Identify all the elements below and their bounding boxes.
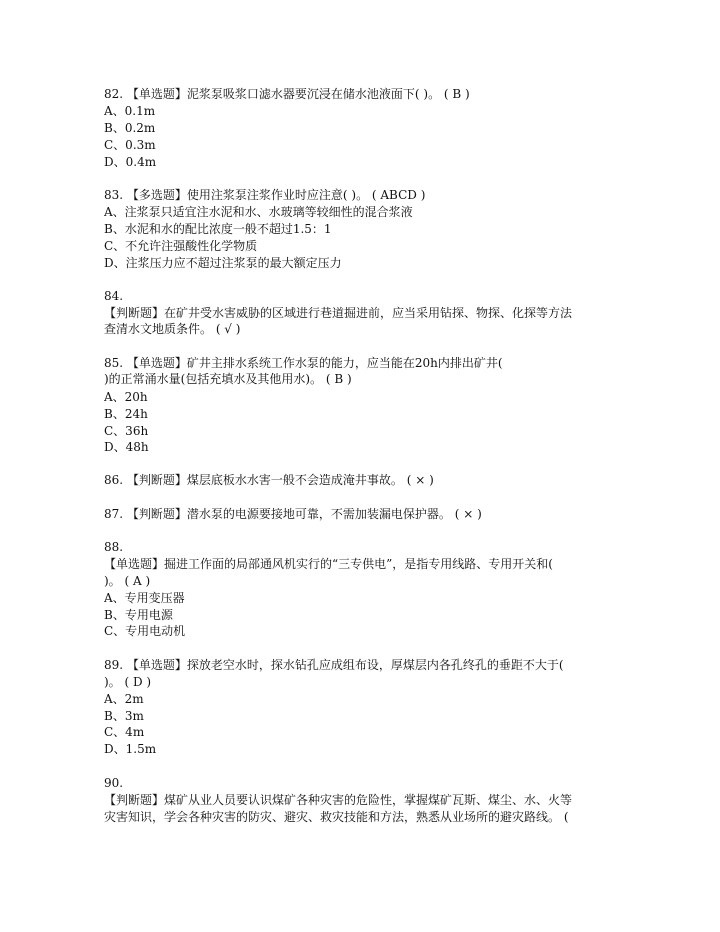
question-89-option-a: A、2m	[104, 692, 144, 706]
question-88-option-c: C、专用电动机	[104, 624, 186, 638]
question-90-text-line-1: 【判断题】煤矿从业人员要认识煤矿各种灾害的危险性，掌握煤矿瓦斯、煤尘、水、火等	[104, 793, 573, 807]
question-88-text-line-2: )。 ( A )	[104, 574, 151, 588]
question-90-text-line-2: 灾害知识，学会各种灾害的防灾、避灾、救灾技能和方法，熟悉从业场所的避灾路线。 (	[104, 810, 569, 824]
question-85-option-d: D、48h	[104, 440, 149, 454]
question-89-option-c: C、4m	[104, 725, 145, 739]
question-82-option-d: D、0.4m	[104, 155, 157, 169]
question-89-option-d: D、1.5m	[104, 742, 157, 756]
question-85-option-b: B、24h	[104, 407, 148, 421]
question-90-number: 90.	[104, 776, 124, 790]
question-84-text-line-1: 【判断题】在矿井受水害威胁的区域进行巷道掘进前，应当采用钻探、物探、化探等方法	[104, 306, 573, 320]
question-88-text-line-1: 【单选题】掘进工作面的局部通风机实行的“三专供电”，是指专用线路、专用开关和(	[104, 557, 553, 571]
question-83-option-a: A、注浆泵只适宜注水泥和水、水玻璃等较细性的混合浆液	[104, 205, 413, 219]
question-82-option-c: C、0.3m	[104, 138, 156, 152]
question-83-option-b: B、水泥和水的配比浓度一般不超过1.5：1	[104, 222, 332, 236]
question-82-option-a: A、0.1m	[104, 104, 156, 118]
question-87-title: 87. 【判断题】潜水泵的电源要接地可靠，不需加装漏电保护器。 ( × )	[104, 507, 482, 521]
question-88-option-b: B、专用电源	[104, 608, 173, 622]
question-89-title-line-2: )。 ( D )	[104, 675, 152, 689]
question-83-option-c: C、不允许注强酸性化学物质	[104, 239, 258, 253]
question-85-title: 85. 【单选题】矿井主排水系统工作水泵的能力，应当能在20h内排出矿井(	[104, 356, 503, 370]
question-85-title-line-2: )的正常涌水量(包括充填水及其他用水)。 ( B )	[104, 372, 352, 386]
question-83-title: 83. 【多选题】使用注浆泵注浆作业时应注意( )。 ( ABCD )	[104, 188, 426, 202]
question-82-option-b: B、0.2m	[104, 121, 156, 135]
question-85-option-a: A、20h	[104, 390, 148, 404]
question-84-number: 84.	[104, 289, 124, 303]
question-89-title: 89. 【单选题】探放老空水时，探水钻孔应成组布设，厚煤层内各孔终孔的垂距不大于(	[104, 658, 564, 672]
question-89-option-b: B、3m	[104, 709, 144, 723]
question-84-text-line-2: 查清水文地质条件。 ( √ )	[104, 322, 241, 336]
question-86-title: 86. 【判断题】煤层底板水水害一般不会造成淹井事故。 ( × )	[104, 473, 434, 487]
question-85-option-c: C、36h	[104, 424, 149, 438]
question-88-number: 88.	[104, 540, 124, 554]
question-83-option-d: D、注浆压力应不超过注浆泵的最大额定压力	[104, 256, 342, 270]
question-82-title: 82. 【单选题】泥浆泵吸浆口滤水器要沉浸在储水池液面下( )。 ( B )	[104, 87, 470, 101]
question-88-option-a: A、专用变压器	[104, 591, 185, 605]
